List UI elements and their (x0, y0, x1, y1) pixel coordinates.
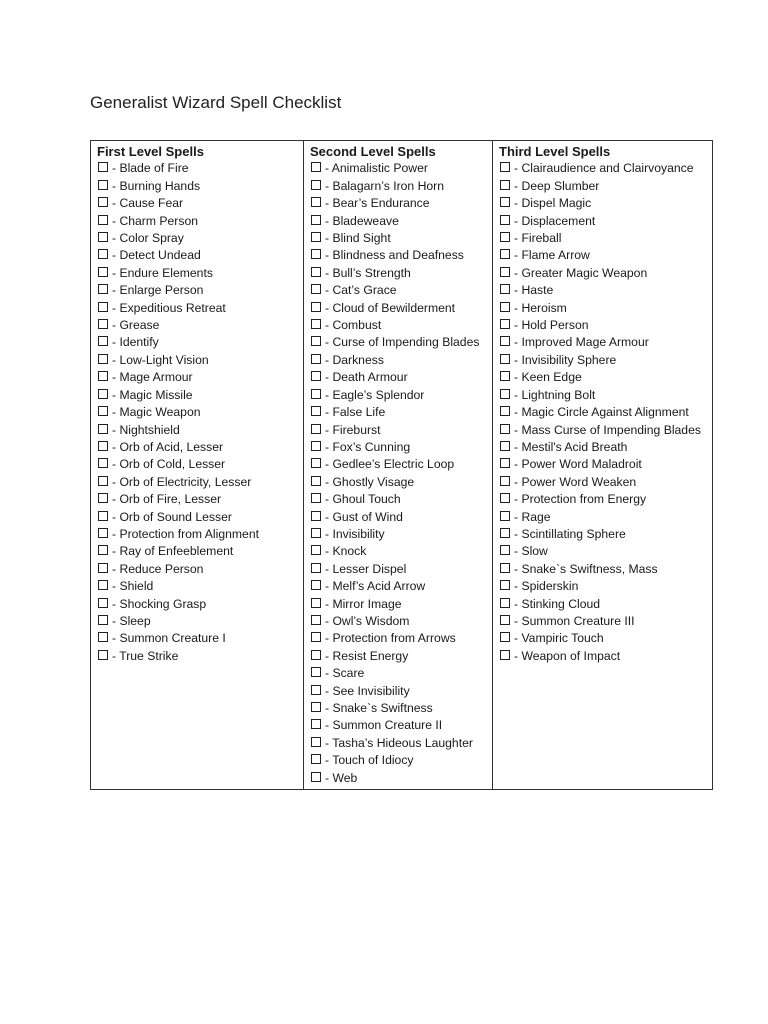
spell-name: - Gedlee’s Electric Loop (325, 457, 455, 472)
spell-name: - Endure Elements (112, 265, 213, 280)
spell-item (499, 561, 712, 578)
spell-name: - Hold Person (514, 318, 589, 333)
spell-name: - Invisibility Sphere (514, 352, 617, 367)
spell-item (310, 717, 492, 734)
spell-item (97, 178, 303, 195)
checkbox[interactable] (98, 197, 108, 207)
spell-name: - Clairaudience and Clairvoyance (514, 161, 694, 176)
spell-item (310, 160, 492, 177)
spell-name: - See Invisibility (325, 683, 410, 698)
spell-item (499, 543, 712, 560)
spell-name: - Tasha’s Hideous Laughter (325, 735, 473, 750)
checkbox[interactable] (98, 215, 108, 225)
spell-name: - Weapon of Impact (514, 648, 621, 663)
spell-item (97, 543, 303, 560)
checkbox[interactable] (311, 371, 321, 381)
spell-item (499, 422, 712, 439)
spell-name: - Nightshield (112, 422, 180, 437)
column-heading: First Level Spells (97, 144, 204, 159)
spell-name: - Reduce Person (112, 561, 204, 576)
spell-name: - Scare (325, 666, 365, 681)
spell-name: - Orb of Acid, Lesser (112, 439, 224, 454)
checkbox[interactable] (311, 754, 321, 764)
checkbox[interactable] (311, 284, 321, 294)
checkbox[interactable] (98, 493, 108, 503)
checkbox[interactable] (500, 511, 510, 521)
spell-name: - Lightning Bolt (514, 387, 596, 402)
spell-item (499, 213, 712, 230)
checkbox[interactable] (311, 441, 321, 451)
spell-item (97, 213, 303, 230)
checkbox[interactable] (500, 162, 510, 172)
spell-name: - Summon Creature III (514, 613, 635, 628)
checkbox[interactable] (311, 180, 321, 190)
spell-item (310, 422, 492, 439)
checkbox[interactable] (500, 336, 510, 346)
checkbox[interactable] (98, 371, 108, 381)
checkbox[interactable] (311, 650, 321, 660)
spell-item (310, 613, 492, 630)
spell-item (310, 213, 492, 230)
spell-item (499, 526, 712, 543)
checkbox[interactable] (98, 528, 108, 538)
spell-name: - Ghostly Visage (325, 474, 415, 489)
spell-item (499, 160, 712, 177)
spell-name: - Protection from Arrows (325, 631, 456, 646)
spell-name: - Grease (112, 318, 160, 333)
checkbox[interactable] (311, 319, 321, 329)
spell-item (97, 613, 303, 630)
spell-item (310, 265, 492, 282)
spell-item (97, 509, 303, 526)
spell-item (97, 578, 303, 595)
spell-name: - Heroism (514, 300, 567, 315)
checkbox[interactable] (311, 476, 321, 486)
spell-name: - Web (325, 770, 358, 785)
spell-name: - Shield (112, 579, 154, 594)
spell-name: - Knock (325, 544, 367, 559)
spell-item (499, 439, 712, 456)
checkbox[interactable] (311, 737, 321, 747)
checkbox[interactable] (311, 615, 321, 625)
checkbox[interactable] (500, 267, 510, 277)
spell-name: - Rage (514, 509, 551, 524)
spell-name: - Mass Curse of Impending Blades (514, 422, 701, 437)
spell-name: - Orb of Electricity, Lesser (112, 474, 252, 489)
checkbox[interactable] (500, 406, 510, 416)
spell-item (310, 735, 492, 752)
spell-item (97, 404, 303, 421)
spell-name: - Orb of Fire, Lesser (112, 492, 222, 507)
checkbox[interactable] (98, 389, 108, 399)
spell-item (499, 265, 712, 282)
spell-name: - Dispel Magic (514, 196, 592, 211)
spell-item (97, 160, 303, 177)
spell-name: - Charm Person (112, 213, 199, 228)
spell-name: - Gust of Wind (325, 509, 403, 524)
checkbox[interactable] (500, 371, 510, 381)
checkbox[interactable] (98, 284, 108, 294)
spell-name: - Melf’s Acid Arrow (325, 579, 426, 594)
spell-name: - Cause Fear (112, 196, 184, 211)
spell-name: - Snake`s Swiftness (325, 701, 433, 715)
spell-name: - Touch of Idiocy (325, 753, 414, 768)
spell-item (310, 561, 492, 578)
spell-item (310, 352, 492, 369)
spell-name: - Scintillating Sphere (514, 526, 626, 541)
checkbox[interactable] (98, 545, 108, 555)
checkbox[interactable] (98, 458, 108, 468)
checkbox[interactable] (500, 528, 510, 538)
spell-item (310, 770, 492, 787)
spell-name: - Shocking Grasp (112, 596, 207, 611)
checkbox[interactable] (311, 702, 321, 712)
spell-item (310, 578, 492, 595)
spell-name: - Summon Creature II (325, 718, 443, 733)
spell-list (310, 160, 492, 787)
checkbox[interactable] (98, 580, 108, 590)
checkbox[interactable] (500, 458, 510, 468)
spell-item (97, 247, 303, 264)
checkbox[interactable] (500, 580, 510, 590)
spell-name: - Expeditious Retreat (112, 300, 226, 315)
checkbox[interactable] (98, 598, 108, 608)
checkbox[interactable] (98, 232, 108, 242)
spell-item (310, 700, 492, 717)
checkbox[interactable] (98, 180, 108, 190)
spell-item (97, 300, 303, 317)
spell-name: - Magic Circle Against Alignment (514, 405, 689, 420)
spell-name: - Magic Missile (112, 387, 193, 402)
spell-name: - Color Spray (112, 231, 184, 246)
checkbox[interactable] (500, 319, 510, 329)
spell-name: - Blindness and Deafness (325, 248, 464, 263)
spell-name: - Power Word Weaken (514, 474, 637, 489)
spell-name: - Eagle’s Splendor (325, 387, 425, 402)
spell-name: - Resist Energy (325, 648, 409, 663)
spell-name: - Haste (514, 283, 554, 298)
spell-name: - Lesser Dispel (325, 561, 407, 576)
document-title: Generalist Wizard Spell Checklist (90, 93, 342, 112)
checkbox[interactable] (311, 563, 321, 573)
spell-item (97, 526, 303, 543)
checkbox[interactable] (311, 336, 321, 346)
spell-item (310, 387, 492, 404)
spell-item (97, 195, 303, 212)
spell-name: - Blind Sight (325, 231, 391, 246)
spell-item (310, 317, 492, 334)
spell-name: - Bull’s Strength (325, 265, 411, 280)
checkbox[interactable] (500, 284, 510, 294)
checkbox[interactable] (311, 632, 321, 642)
spell-item (97, 387, 303, 404)
spell-name: - Orb of Sound Lesser (112, 509, 232, 524)
spell-item (499, 509, 712, 526)
checkbox[interactable] (311, 667, 321, 677)
checkbox[interactable] (98, 249, 108, 259)
checkbox[interactable] (311, 424, 321, 434)
checkbox[interactable] (98, 511, 108, 521)
spell-item (499, 613, 712, 630)
checkbox[interactable] (500, 632, 510, 642)
spell-name: - Mage Armour (112, 370, 193, 385)
spell-name: - Orb of Cold, Lesser (112, 457, 226, 472)
spell-item (499, 352, 712, 369)
spell-item (310, 543, 492, 560)
spell-item (499, 282, 712, 299)
checkbox[interactable] (500, 650, 510, 660)
checkbox[interactable] (98, 336, 108, 346)
spell-item (499, 195, 712, 212)
spell-name: - Flame Arrow (514, 248, 590, 263)
spell-item (499, 317, 712, 334)
spell-name: - Ghoul Touch (325, 492, 401, 507)
checkbox[interactable] (311, 406, 321, 416)
spell-name: - Stinking Cloud (514, 596, 601, 611)
checkbox[interactable] (311, 598, 321, 608)
checkbox[interactable] (500, 389, 510, 399)
spell-name: - Combust (325, 318, 382, 333)
spell-item (310, 334, 492, 351)
checkbox[interactable] (311, 528, 321, 538)
spell-item (310, 630, 492, 647)
checkbox[interactable] (311, 580, 321, 590)
spell-item (310, 456, 492, 473)
spell-item (97, 491, 303, 508)
spell-item (310, 178, 492, 195)
checkbox[interactable] (311, 249, 321, 259)
spell-name: - Power Word Maladroit (514, 457, 642, 472)
spell-name: - Fireburst (325, 422, 381, 437)
checkbox[interactable] (98, 302, 108, 312)
spell-name: - Invisibility (325, 526, 385, 541)
checkbox[interactable] (311, 197, 321, 207)
spell-list (97, 160, 303, 665)
spell-item (310, 282, 492, 299)
spell-name: - True Strike (112, 648, 179, 663)
spell-name: - Darkness (325, 352, 384, 367)
spell-name: - Magic Weapon (112, 405, 201, 420)
spell-item (97, 596, 303, 613)
checkbox[interactable] (500, 232, 510, 242)
spell-name: - Burning Hands (112, 178, 201, 193)
spell-name: - Spiderskin (514, 579, 579, 594)
spell-name: - Protection from Alignment (112, 526, 259, 541)
spell-item (499, 648, 712, 665)
checkbox[interactable] (311, 232, 321, 242)
spell-column-second-level (304, 141, 493, 790)
spell-item (97, 369, 303, 386)
spell-item (97, 282, 303, 299)
spell-item (310, 596, 492, 613)
spell-list (499, 160, 712, 665)
spell-name: - Death Armour (325, 370, 408, 385)
spell-item (499, 300, 712, 317)
spell-item (310, 648, 492, 665)
spell-name: - Enlarge Person (112, 283, 204, 298)
checkbox[interactable] (500, 493, 510, 503)
spell-item (310, 404, 492, 421)
spell-name: - Owl’s Wisdom (325, 613, 410, 628)
spell-item (310, 752, 492, 769)
checkbox[interactable] (311, 162, 321, 172)
spell-item (499, 387, 712, 404)
checkbox[interactable] (98, 406, 108, 416)
spell-name: - Blade of Fire (112, 161, 189, 176)
checkbox[interactable] (500, 598, 510, 608)
checkbox[interactable] (98, 650, 108, 660)
checkbox[interactable] (311, 458, 321, 468)
column-heading: Third Level Spells (499, 144, 611, 159)
spell-name: - Deep Slumber (514, 178, 600, 193)
spell-item (310, 665, 492, 682)
checkbox[interactable] (311, 545, 321, 555)
spell-item (310, 491, 492, 508)
checkbox[interactable] (500, 424, 510, 434)
spell-item (97, 230, 303, 247)
checkbox[interactable] (500, 563, 510, 573)
spell-name: - Fox’s Cunning (325, 439, 411, 454)
spell-name: - Snake`s Swiftness, Mass (514, 561, 658, 576)
checkbox[interactable] (311, 389, 321, 399)
spell-column-third-level (493, 141, 713, 790)
column-heading: Second Level Spells (310, 144, 436, 159)
spell-item (310, 369, 492, 386)
spell-item (499, 578, 712, 595)
spell-name: - Bladeweave (325, 213, 399, 228)
checkbox[interactable] (500, 180, 510, 190)
checkbox[interactable] (311, 215, 321, 225)
checkbox[interactable] (98, 632, 108, 642)
checkbox[interactable] (311, 719, 321, 729)
spell-item (499, 247, 712, 264)
checkbox[interactable] (98, 319, 108, 329)
checkbox[interactable] (98, 354, 108, 364)
checkbox[interactable] (98, 615, 108, 625)
spell-item (97, 474, 303, 491)
checkbox[interactable] (311, 772, 321, 782)
checkbox[interactable] (500, 615, 510, 625)
spell-item (97, 561, 303, 578)
checkbox[interactable] (500, 197, 510, 207)
spell-name: - Curse of Impending Blades (325, 335, 480, 350)
checkbox[interactable] (500, 476, 510, 486)
checkbox[interactable] (311, 493, 321, 503)
spell-item (97, 317, 303, 334)
spell-item (310, 439, 492, 456)
spell-name: - Slow (514, 544, 548, 559)
checkbox[interactable] (311, 685, 321, 695)
spell-item (97, 334, 303, 351)
spell-item (310, 509, 492, 526)
checkbox[interactable] (98, 424, 108, 434)
checkbox[interactable] (311, 511, 321, 521)
spell-item (97, 456, 303, 473)
spell-name: - Greater Magic Weapon (514, 265, 648, 280)
table-row (91, 141, 713, 790)
spell-item (499, 596, 712, 613)
spell-name: - Ray of Enfeeblement (112, 544, 234, 559)
spell-name: - Bear’s Endurance (325, 196, 430, 211)
spell-item (97, 630, 303, 647)
spell-item (310, 230, 492, 247)
spell-item (499, 178, 712, 195)
spell-name: - Mestil's Acid Breath (514, 439, 628, 454)
checkbox[interactable] (500, 302, 510, 312)
spell-item (310, 474, 492, 491)
spell-item (310, 526, 492, 543)
spell-item (310, 247, 492, 264)
spell-item (97, 439, 303, 456)
spell-name: - Summon Creature I (112, 631, 226, 646)
checkbox[interactable] (500, 545, 510, 555)
spell-item (97, 265, 303, 282)
spell-name: - False Life (325, 405, 386, 420)
spell-name: - Cat’s Grace (325, 283, 397, 298)
checkbox[interactable] (311, 354, 321, 364)
checkbox[interactable] (311, 267, 321, 277)
spell-item (310, 683, 492, 700)
checkbox[interactable] (500, 215, 510, 225)
checkbox[interactable] (500, 249, 510, 259)
checkbox[interactable] (500, 354, 510, 364)
checkbox[interactable] (98, 267, 108, 277)
spell-name: - Protection from Energy (514, 492, 647, 507)
spell-item (310, 300, 492, 317)
spell-item (97, 352, 303, 369)
checkbox[interactable] (98, 476, 108, 486)
spell-name: - Improved Mage Armour (514, 335, 649, 350)
spell-item (499, 456, 712, 473)
spell-name: - Low-Light Vision (112, 352, 209, 367)
spell-name: - Animalistic Power (325, 161, 428, 176)
spell-item (499, 474, 712, 491)
spell-item (499, 491, 712, 508)
spell-name: - Balagarn’s Iron Horn (325, 178, 445, 193)
spell-name: - Mirror Image (325, 596, 402, 611)
spell-name: - Identify (112, 335, 159, 350)
checkbox[interactable] (500, 441, 510, 451)
spell-name: - Fireball (514, 231, 562, 246)
spell-name: - Keen Edge (514, 370, 582, 385)
spell-name: - Cloud of Bewilderment (325, 300, 456, 315)
spell-name: - Sleep (112, 613, 151, 628)
spell-item (499, 334, 712, 351)
spell-item (97, 422, 303, 439)
spell-item (499, 230, 712, 247)
spell-name: - Displacement (514, 213, 596, 228)
spell-item (499, 630, 712, 647)
spell-column-first-level (91, 141, 304, 790)
checkbox[interactable] (98, 563, 108, 573)
spell-item (499, 369, 712, 386)
checkbox[interactable] (311, 302, 321, 312)
spell-item (310, 195, 492, 212)
checkbox[interactable] (98, 162, 108, 172)
spell-checklist-table (90, 140, 713, 790)
checkbox[interactable] (98, 441, 108, 451)
spell-name: - Vampiric Touch (514, 631, 604, 646)
spell-item (97, 648, 303, 665)
spell-item (499, 404, 712, 421)
spell-name: - Detect Undead (112, 248, 201, 263)
